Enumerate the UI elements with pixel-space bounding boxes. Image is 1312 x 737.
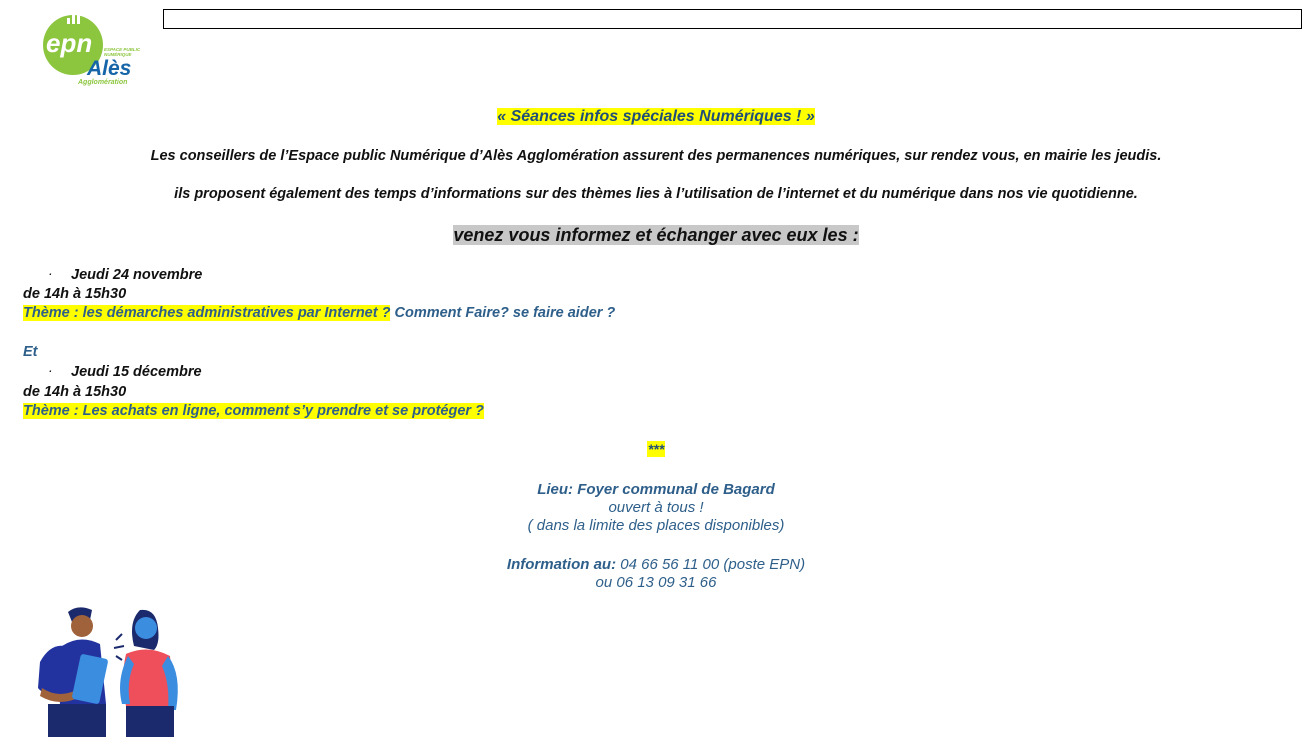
venue-open: ouvert à tous ! <box>608 499 704 516</box>
header-frame <box>163 9 1302 29</box>
epn-ales-logo <box>40 12 140 92</box>
contact-info <box>0 556 1312 573</box>
logo-agglo-text: Agglomération <box>78 79 128 86</box>
invite-heading: venez vous informez et échanger avec eux les : <box>453 225 859 245</box>
logo-tagline-2: NUMÉRIQUE <box>104 52 132 57</box>
bullet-icon: · <box>48 265 53 281</box>
session-1-theme-rest: Comment Faire? se faire aider ? <box>390 305 616 321</box>
session-1-time: de 14h à 15h30 <box>23 286 127 302</box>
intro-paragraph-1: Les conseillers de l’Espace public Numérique d’Alès Agglomération assurent des permanences numériques, sur rendez vous, en mairie les jeudis. <box>150 148 1162 164</box>
logo-ales-text: Alès <box>87 57 132 80</box>
separator: *** <box>647 441 665 457</box>
bullet-icon: · <box>48 362 53 378</box>
venue-location: Lieu: Foyer communal de Bagard <box>537 481 775 498</box>
intro-paragraph-2: ils proposent également des temps d’informations sur des thèmes lies à l’utilisation de l’internet et du numérique dans nos vie quotidienne. <box>174 186 1138 202</box>
session-1-date: Jeudi 24 novembre <box>71 267 203 283</box>
session-1-theme <box>23 305 615 321</box>
page-title: « Séances infos spéciales Numériques ! » <box>497 108 815 125</box>
session-2-theme: Thème : Les achats en ligne, comment s’y prendre et se protéger ? <box>23 403 484 419</box>
session-2-date: Jeudi 15 décembre <box>71 364 202 380</box>
connector-text: Et <box>23 344 38 360</box>
session-1-theme-highlight: Thème : les démarches administratives par Internet ? <box>23 305 391 321</box>
logo-tagline-1: ESPACE PUBLIC <box>104 47 140 52</box>
people-illustration <box>30 604 185 737</box>
contact-phone-2: ou 06 13 09 31 66 <box>595 574 717 591</box>
contact-phone-1: 04 66 56 11 00 (poste EPN) <box>616 556 806 573</box>
session-2-time: de 14h à 15h30 <box>23 384 127 400</box>
logo-epn-text: epn <box>46 28 93 58</box>
venue-limit: ( dans la limite des places disponibles) <box>527 517 785 534</box>
contact-label: Information au: <box>506 556 617 573</box>
